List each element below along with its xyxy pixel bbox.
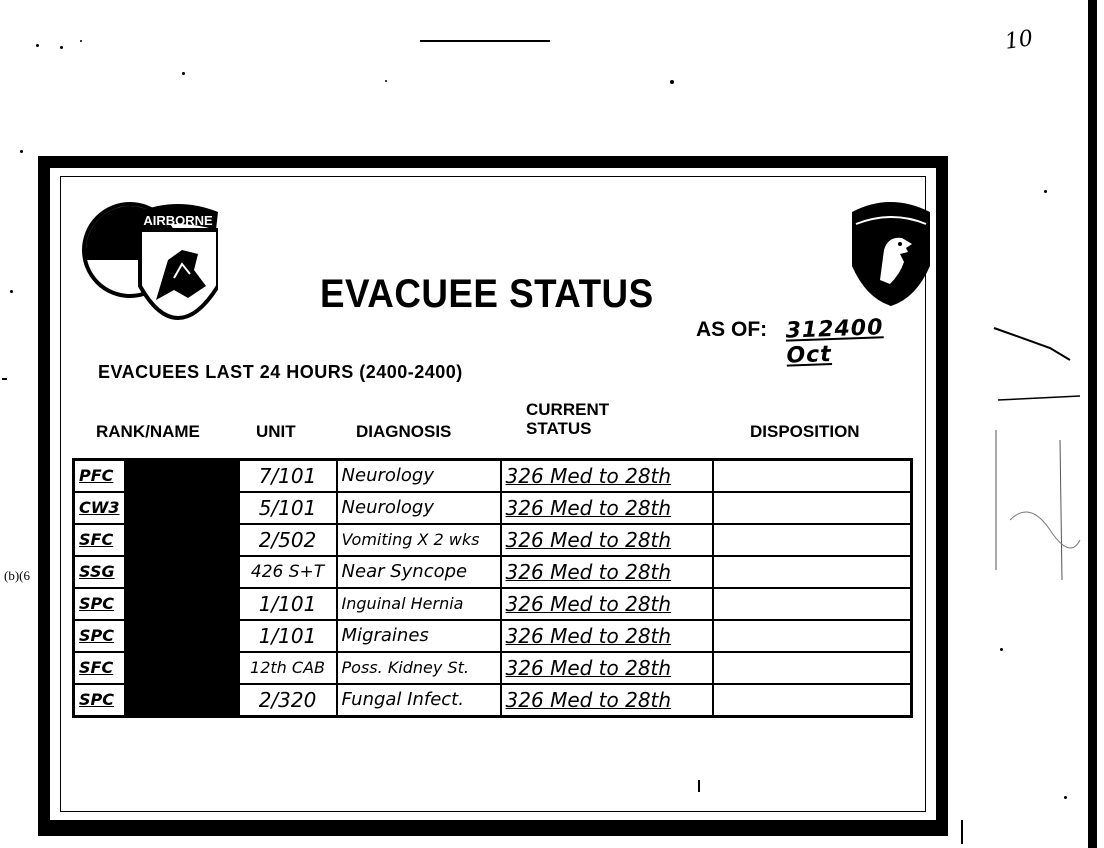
scan-speck (1044, 190, 1047, 193)
name-redaction-block (125, 588, 239, 620)
name-redaction-block (125, 492, 239, 524)
scan-speck (1064, 796, 1067, 799)
scan-speck (20, 150, 23, 153)
rank-cell: PFC (74, 460, 125, 493)
unit-cell: 12th CAB (239, 652, 337, 684)
status-cell: 326 Med to 28th (501, 556, 713, 588)
status-cell: 326 Med to 28th (501, 524, 713, 556)
table-row (74, 588, 912, 620)
rank-cell: SPC (74, 684, 125, 717)
scan-line (961, 820, 963, 844)
scan-speck (385, 80, 387, 82)
column-header-current-status-line1: CURRENT (526, 400, 610, 419)
patch-tab-text: AIRBORNE (143, 213, 213, 228)
name-redaction-block (125, 652, 239, 684)
disposition-cell (713, 652, 912, 684)
column-header-diagnosis: DIAGNOSIS (356, 422, 452, 441)
diagnosis-cell: Migraines (337, 620, 501, 652)
status-cell: 326 Med to 28th (501, 620, 713, 652)
column-header-current-status (526, 400, 609, 438)
page-edge-bar (1088, 0, 1097, 848)
page-number: 10 (1003, 26, 1035, 55)
margin-scribble (990, 320, 1086, 590)
unit-cell: 426 S+T (239, 556, 337, 588)
redaction-code: (b)(6 (4, 568, 30, 583)
name-redaction-block (125, 684, 239, 717)
scan-speck (60, 46, 63, 49)
name-redaction-block (125, 460, 239, 493)
scan-speck (80, 40, 82, 42)
unit-cell: 7/101 (239, 460, 337, 493)
diagnosis-cell: Vomiting X 2 wks (337, 524, 501, 556)
unit-cell: 1/101 (239, 620, 337, 652)
rank-cell: SFC (74, 524, 125, 556)
rank-cell: SPC (74, 588, 125, 620)
diagnosis-cell: Fungal Infect. (337, 684, 501, 717)
as-of-value: 312400 Oct (785, 315, 884, 369)
section-heading: EVACUEES LAST 24 HOURS (2400-2400) (98, 362, 463, 382)
rank-cell: CW3 (74, 492, 125, 524)
disposition-cell (713, 524, 912, 556)
diagnosis-cell: Poss. Kidney St. (337, 652, 501, 684)
disposition-cell (713, 684, 912, 717)
column-header-rank-name: RANK/NAME (96, 422, 200, 441)
scan-speck (670, 80, 674, 84)
unit-cell: 1/101 (239, 588, 337, 620)
status-cell: 326 Med to 28th (501, 460, 713, 493)
status-cell: 326 Med to 28th (501, 492, 713, 524)
table-row (74, 620, 912, 652)
name-redaction-block (125, 524, 239, 556)
rank-cell: SFC (74, 652, 125, 684)
status-cell: 326 Med to 28th (501, 652, 713, 684)
diagnosis-cell: Neurology (337, 460, 501, 493)
name-redaction-block (125, 556, 239, 588)
disposition-cell (713, 460, 912, 493)
scan-line (420, 40, 550, 42)
as-of-label: AS OF: (696, 318, 768, 341)
table-row (74, 524, 912, 556)
disposition-cell (713, 620, 912, 652)
disposition-cell (713, 492, 912, 524)
scan-mark (698, 780, 700, 792)
rank-cell: SPC (74, 620, 125, 652)
column-header-disposition: DISPOSITION (750, 422, 860, 441)
disposition-cell (713, 588, 912, 620)
board-title: EVACUEE STATUS (320, 272, 654, 316)
diagnosis-cell: Neurology (337, 492, 501, 524)
status-cell: 326 Med to 28th (501, 588, 713, 620)
column-header-unit: UNIT (256, 422, 296, 441)
scan-speck (10, 290, 13, 293)
diagnosis-cell: Inguinal Hernia (337, 588, 501, 620)
scan-speck (182, 72, 185, 75)
unit-cell: 5/101 (239, 492, 337, 524)
screaming-eagle-patch-icon (846, 188, 936, 308)
scan-speck (2, 378, 7, 380)
diagnosis-cell: Near Syncope (337, 556, 501, 588)
evacuee-status-board (38, 156, 948, 836)
scan-speck (36, 44, 39, 47)
column-header-current-status-line2: STATUS (526, 419, 592, 438)
table-row (74, 652, 912, 684)
evacuee-table (72, 458, 913, 718)
rank-cell: SSG (74, 556, 125, 588)
unit-cell: 2/320 (239, 684, 337, 717)
table-row (74, 460, 912, 493)
unit-cell: 2/502 (239, 524, 337, 556)
disposition-cell (713, 556, 912, 588)
name-redaction-block (125, 620, 239, 652)
table-row (74, 556, 912, 588)
table-row (74, 492, 912, 524)
scan-speck (1000, 648, 1003, 651)
airborne-corps-patch-icon (78, 190, 218, 320)
table-row (74, 684, 912, 717)
status-cell: 326 Med to 28th (501, 684, 713, 717)
